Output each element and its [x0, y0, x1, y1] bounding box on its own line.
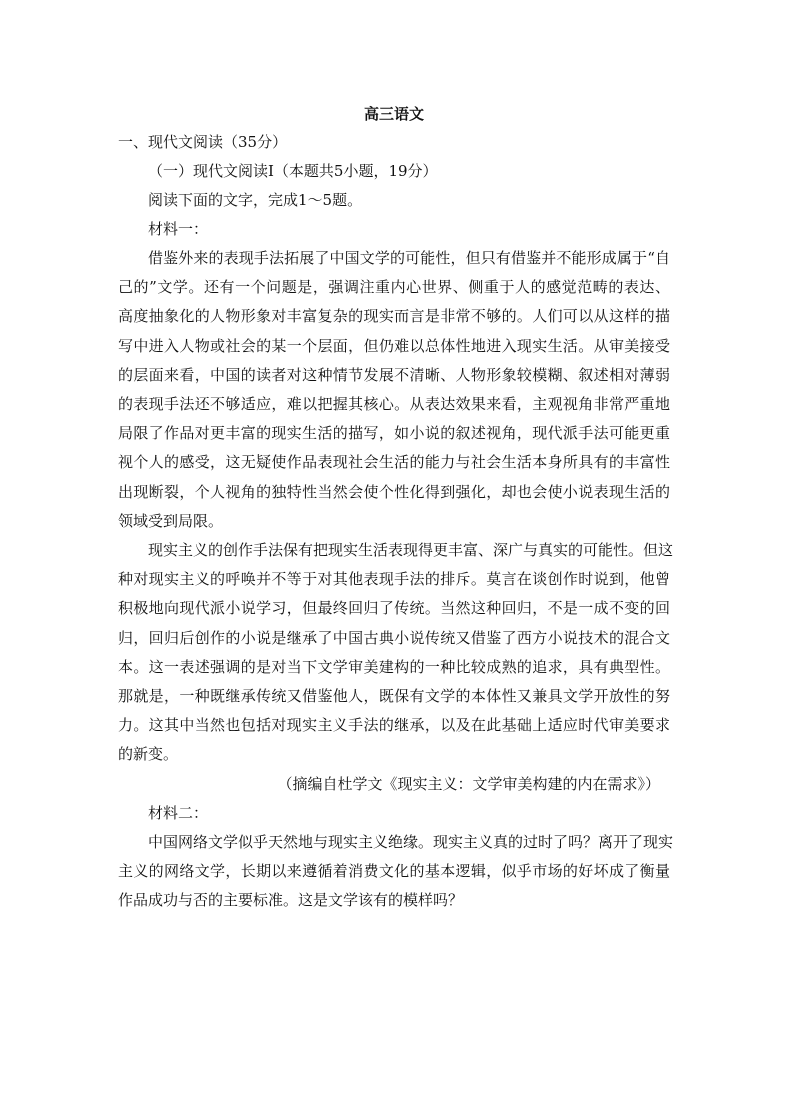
text-line: 积极地向现代派小说学习，但最终回归了传统。当然这种回归，不是一成不变的回: [118, 599, 670, 618]
material1-source-citation: （摘编自杜学文《现实主义：文学审美构建的内在需求》）: [277, 774, 660, 793]
text-line: 中国网络文学似乎天然地与现实主义绝缘。现实主义真的过时了吗？离开了现实: [148, 832, 674, 851]
text-line: 本。这一表述强调的是对当下文学审美建构的一种比较成熟的追求，具有典型性。: [118, 657, 670, 676]
text-line: 归，回归后创作的小说是继承了中国古典小说传统又借鉴了西方小说技术的混合文: [118, 628, 670, 647]
section-heading: 一、现代文阅读（35分）: [118, 133, 288, 151]
material1-paragraph2: [118, 536, 674, 770]
material2-label: 材料二：: [148, 803, 209, 822]
text-line: 出现断裂，个人视角的独特性当然会使个性化得到强化，却也会使小说表现生活的: [118, 482, 670, 501]
text-line: 的层面来看，中国的读者对这种情节发展不清晰、人物形象较模糊、叙述相对薄弱: [118, 365, 670, 384]
reading-instruction: 阅读下面的文字，完成1～5题。: [148, 191, 363, 209]
document-page: [118, 100, 674, 915]
text-line: 领域受到局限。: [118, 511, 224, 530]
text-line: 己的”文学。还有一个问题是，强调注重内心世界、侧重于人的感觉范畴的表达、: [118, 278, 670, 297]
text-line: 主义的网络文学，长期以来遵循着消费文化的基本逻辑，似乎市场的好坏成了衡量: [118, 861, 670, 880]
text-line: 种对现实主义的呼唤并不等于对其他表现手法的排斥。莫言在谈创作时说到，他曾: [118, 570, 670, 589]
text-line: 的新变。: [118, 745, 179, 764]
material1-paragraph1: [118, 244, 670, 536]
material1-label: 材料一：: [148, 220, 209, 238]
text-line: 的表现手法还不够适应，难以把握其核心。从表达效果来看，主观视角非常严重地: [118, 395, 670, 414]
text-line: 作品成功与否的主要标准。这是文学该有的模样吗？: [118, 891, 464, 910]
text-line: 那就是，一种既继承传统又借鉴他人，既保有文学的本体性又兼具文学开放性的努: [118, 687, 670, 706]
text-line: 写中进入人物或社会的某一个层面，但仍难以总体性地进入现实生活。从审美接受: [118, 336, 670, 355]
text-line: 局限了作品对更丰富的现实生活的描写，如小说的叙述视角，现代派手法可能更重: [118, 424, 670, 443]
text-line: 视个人的感受，这无疑使作品表现社会生活的能力与社会生活本身所具有的丰富性: [118, 453, 670, 472]
text-line: 现实主义的创作手法保有把现实生活表现得更丰富、深广与真实的可能性。但这: [148, 541, 674, 560]
material2-paragraph1: [118, 828, 674, 916]
text-line: 高度抽象化的人物形象对丰富复杂的现实而言是非常不够的。人们可以从这样的描: [118, 307, 670, 326]
text-line: 借鉴外来的表现手法拓展了中国文学的可能性，但只有借鉴并不能形成属于“自: [148, 249, 670, 267]
subsection-heading: （一）现代文阅读Ⅰ（本题共5小题，19分）: [148, 162, 438, 180]
text-line: 力。这其中当然也包括对现实主义手法的继承，以及在此基础上适应时代审美要求: [118, 716, 670, 735]
page-title: 高三语文: [363, 105, 424, 123]
